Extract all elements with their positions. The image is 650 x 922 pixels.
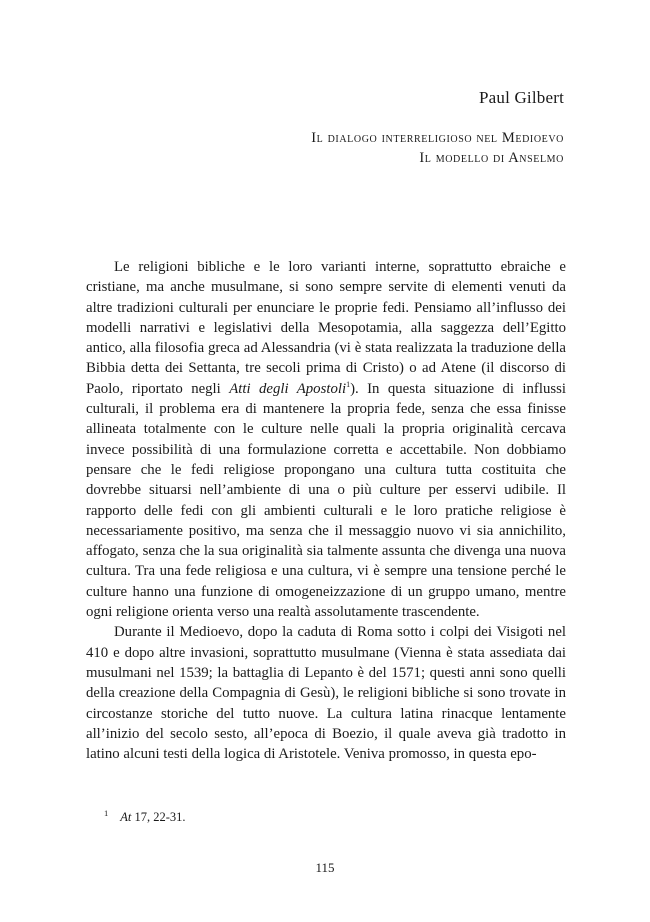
author-name: Paul Gilbert: [478, 88, 564, 107]
footnote-reference[interactable]: 1: [346, 379, 351, 389]
paragraph-1-text-a: Le religioni bibliche e le loro varianti interne, soprattutto ebraiche e cristiane, ma anche musulmane, si sono sempre servite di elementi venuti da altre tradizioni culturali per enunciare le proprie fedi. Pensiamo all’influsso dei modelli narrativi e legislativi della Mesopotamia, alla saggezza dell’Egitto antico, alla filosofia greca ad Alessandria (vi è stata realizzata la traduzione della Bibbia detta dei Settanta, tre secoli prima di Cristo) o ad Atene (il discorso di Paolo, riportato negli: [86, 259, 566, 397]
paragraph-1: [86, 257, 566, 622]
footnote-number: 1: [104, 808, 109, 818]
footnote-italic-ref: At: [120, 810, 132, 825]
article-title: [311, 128, 564, 168]
paragraph-1-text-b: ). In questa situazione di influssi culturali, il problema era di mantenere la propria fede, senza che essa finisse allineata totalmente con le culture nelle quali la propria originalità cercava invece possibilità di una formulazione corretta e accettabile. Non dobbiamo pensare che le fedi religiose propongano una cultura tutta costituita che dovrebbe situarsi nell’ambiente di una o più culture per esservi udibile. Il rapporto delle fedi con gli ambienti culturali e le loro pratiche religiose è necessariamente positivo, ma senza che il messaggio nuovo vi sia annichilito, affogato, senza che la sua originalità sia talmente assunta che divenga una nuova cultura. Tra una fede religiosa e una cultura, vi è sempre una tensione perché le culture hanno una funzione di omogeneizzazione di un gruppo umano, mentre ogni religione orienta verso una realtà assolutamente trascendente.: [86, 380, 566, 621]
title-line-2: Il modello di Anselmo: [419, 150, 564, 166]
body-text: [86, 257, 566, 764]
footnote: [104, 808, 186, 825]
paragraph-2: Durante il Medioevo, dopo la caduta di Roma sotto i colpi dei Visigoti nel 410 e dopo altre invasioni, soprattutto musulmane (Vienna è stata assediata dai musulmani nel 1539; la battaglia di Lepanto è del 1571; questi anni sono quelli della creazione della Compagnia di Gesù), le religioni bibliche si sono trovate in circostanze storiche del tutto nuove. La cultura latina rinacque lentamente all’inizio del secolo sesto, all’epoca di Boezio, il quale aveva già tradotto in latino alcuni testi della logica di Aristotele. Veniva promosso, in questa epo-: [86, 624, 566, 763]
title-line-1: Il dialogo interreligioso nel Medioevo: [311, 130, 564, 146]
italic-citation: Atti degli Apostoli: [229, 380, 347, 397]
page-number: 115: [315, 860, 335, 875]
footnote-text: 17, 22-31.: [131, 810, 186, 825]
